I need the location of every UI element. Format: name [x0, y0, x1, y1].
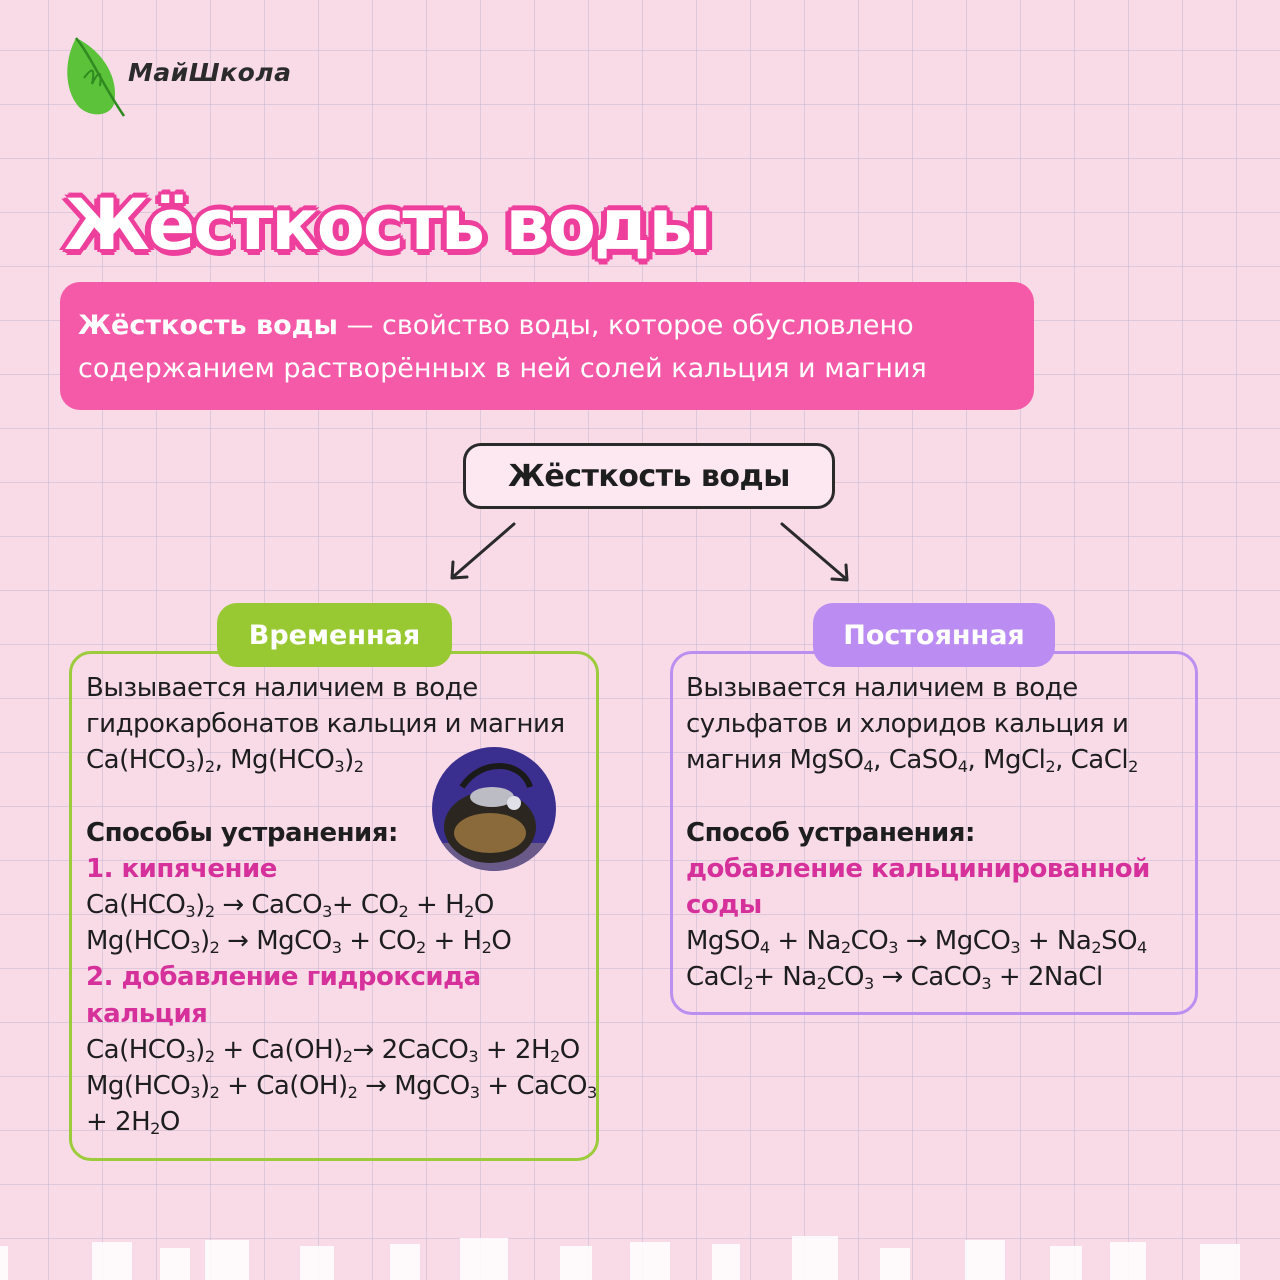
equation-mg-hydroxide-cont: + $2H_2O$ — [86, 1107, 180, 1139]
definition-term: Жёсткость воды — [78, 310, 338, 341]
temporary-formulas: $Ca(HCO_3)_2$, $Mg(HCO_3)_2$ — [86, 745, 364, 777]
equation-cacl2-soda: CaCl$_2$+ $Na_2CO_3$ → CaCO$_3$ + 2NaCl — [686, 962, 1103, 994]
permanent-removal-heading: Способ устранения: — [686, 818, 975, 848]
temporary-method2-line2: кальция — [86, 999, 208, 1029]
equation-mg-boiling: $Mg(HCO_3)_2$ → MgCO$_3$ + $CO_2 + H_2O$ — [86, 926, 512, 958]
diagram-arrows — [0, 0, 1280, 620]
torn-paper-edge — [0, 1232, 1280, 1280]
temporary-desc-line1: Вызывается наличием в воде — [86, 673, 478, 703]
page-title: Жёсткость воды — [64, 184, 710, 266]
permanent-desc-line2: сульфатов и хлоридов кальция и — [686, 709, 1129, 739]
permanent-desc-prefix: магния — [686, 745, 790, 775]
equation-ca-boiling: $Ca(HCO_3)_2$ → CaCO$_3$+ $CO_2 + H_2O$ — [86, 890, 494, 922]
arrow-left — [454, 524, 514, 576]
temporary-desc-line2: гидрокарбонатов кальция и магния — [86, 709, 565, 739]
permanent-method-line2: соды — [686, 890, 762, 920]
permanent-hardness-label: Постоянная — [813, 603, 1055, 667]
equation-mgso4-soda: MgSO$_4$ + $Na_2CO_3$ → MgCO$_3$ + $Na_2SO_4$ — [686, 926, 1147, 958]
definition-text-line2: содержанием растворённых в ней солей кальция и магния — [78, 353, 927, 384]
temporary-method2-line1: 2. добавление гидроксида — [86, 962, 481, 992]
equation-ca-hydroxide: $Ca(HCO_3)_2 + Ca(OH)_2\to$ 2CaCO$_3$ + $2H_2O$ — [86, 1035, 580, 1067]
permanent-desc-line3: магния MgSO$_4$, CaSO$_4$, MgCl$_2$, CaCl$_2$ — [686, 745, 1138, 777]
equation-mg-hydroxide: $Mg(HCO_3)_2 + Ca(OH)_2$ → MgCO$_3$ + CaCO$_3$ — [86, 1071, 597, 1103]
definition-text-line1: — свойство воды, которое обусловлено — [337, 310, 914, 341]
temporary-removal-heading: Способы устранения: — [86, 818, 398, 848]
temporary-hardness-label: Временная — [217, 603, 452, 667]
diagram-root-box: Жёсткость воды — [463, 443, 835, 509]
brand-name: МайШкола — [128, 58, 292, 87]
temporary-method1: 1. кипячение — [86, 854, 277, 884]
kettle-photo — [432, 747, 556, 871]
permanent-method-line1: добавление кальцинированной — [686, 854, 1150, 884]
arrow-right — [782, 524, 845, 578]
permanent-desc-line1: Вызывается наличием в воде — [686, 673, 1078, 703]
